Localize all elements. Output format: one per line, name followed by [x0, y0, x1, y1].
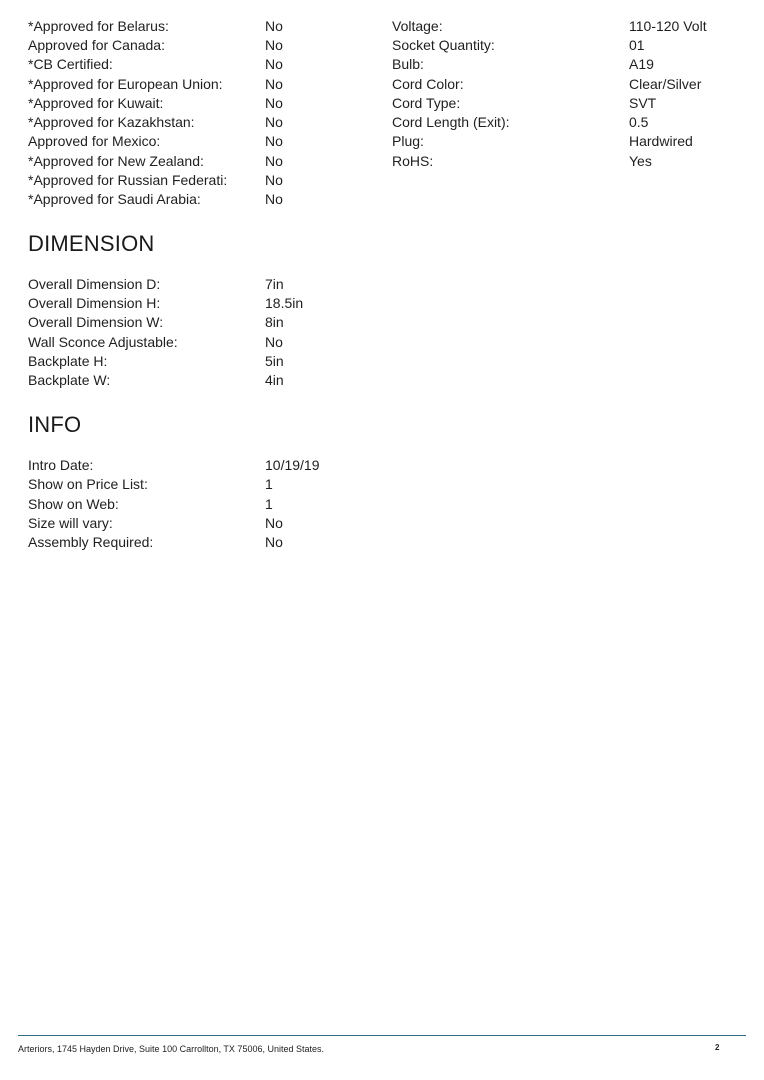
spec-value: Hardwired — [629, 133, 693, 149]
info-label: Show on Web: — [28, 496, 119, 512]
dimension-label: Overall Dimension W: — [28, 314, 164, 330]
info-value: No — [265, 534, 283, 550]
dimension-label: Overall Dimension H: — [28, 295, 161, 311]
footer-divider — [18, 1035, 746, 1036]
dimension-label: Backplate W: — [28, 372, 111, 388]
approval-label: *Approved for Kazakhstan: — [28, 114, 195, 130]
spec-label: Socket Quantity: — [392, 37, 495, 53]
dimension-value: No — [265, 334, 283, 350]
info-value: 10/19/19 — [265, 457, 320, 473]
dimension-value: 8in — [265, 314, 284, 330]
approval-label: *Approved for Belarus: — [28, 18, 169, 34]
approval-value: No — [265, 76, 283, 92]
approval-value: No — [265, 18, 283, 34]
approval-label: *CB Certified: — [28, 56, 113, 72]
spec-label: Cord Length (Exit): — [392, 114, 510, 130]
approval-value: No — [265, 37, 283, 53]
dimension-value: 7in — [265, 276, 284, 292]
spec-value: 01 — [629, 37, 645, 53]
approval-label: *Approved for New Zealand: — [28, 153, 204, 169]
dimension-label: Wall Sconce Adjustable: — [28, 334, 178, 350]
info-label: Size will vary: — [28, 515, 113, 531]
spec-label: Bulb: — [392, 56, 424, 72]
approval-label: Approved for Canada: — [28, 37, 165, 53]
info-label: Intro Date: — [28, 457, 94, 473]
spec-value: Clear/Silver — [629, 76, 702, 92]
info-value: No — [265, 515, 283, 531]
dimension-value: 5in — [265, 353, 284, 369]
approval-value: No — [265, 114, 283, 130]
dimension-label: Overall Dimension D: — [28, 276, 161, 292]
spec-value: A19 — [629, 56, 654, 72]
spec-label: Cord Color: — [392, 76, 464, 92]
spec-label: Plug: — [392, 133, 424, 149]
section-heading-dimension: DIMENSION — [28, 231, 155, 256]
approval-value: No — [265, 133, 283, 149]
approval-value: No — [265, 153, 283, 169]
spec-value: 110-120 Volt — [629, 18, 707, 34]
info-value: 1 — [265, 476, 273, 492]
approval-label: Approved for Mexico: — [28, 133, 161, 149]
footer-address: Arteriors, 1745 Hayden Drive, Suite 100 Carrollton, TX 75006, United States. — [18, 1044, 324, 1054]
spec-label: Cord Type: — [392, 95, 461, 111]
spec-label: RoHS: — [392, 153, 434, 169]
approval-value: No — [265, 191, 283, 207]
info-value: 1 — [265, 496, 273, 512]
approval-label: *Approved for Saudi Arabia: — [28, 191, 201, 207]
spec-value: Yes — [629, 153, 652, 169]
approval-value: No — [265, 56, 283, 72]
approval-label: *Approved for Russian Federati: — [28, 172, 228, 188]
spec-value: SVT — [629, 95, 657, 111]
dimension-label: Backplate H: — [28, 353, 108, 369]
spec-value: 0.5 — [629, 114, 649, 130]
approval-label: *Approved for European Union: — [28, 76, 223, 92]
page-number: 2 — [715, 1043, 720, 1052]
approval-value: No — [265, 172, 283, 188]
approval-value: No — [265, 95, 283, 111]
section-heading-info: INFO — [28, 412, 82, 437]
spec-label: Voltage: — [392, 18, 443, 34]
approval-label: *Approved for Kuwait: — [28, 95, 164, 111]
info-label: Assembly Required: — [28, 534, 154, 550]
dimension-value: 4in — [265, 372, 284, 388]
dimension-value: 18.5in — [265, 295, 304, 311]
info-label: Show on Price List: — [28, 476, 148, 492]
